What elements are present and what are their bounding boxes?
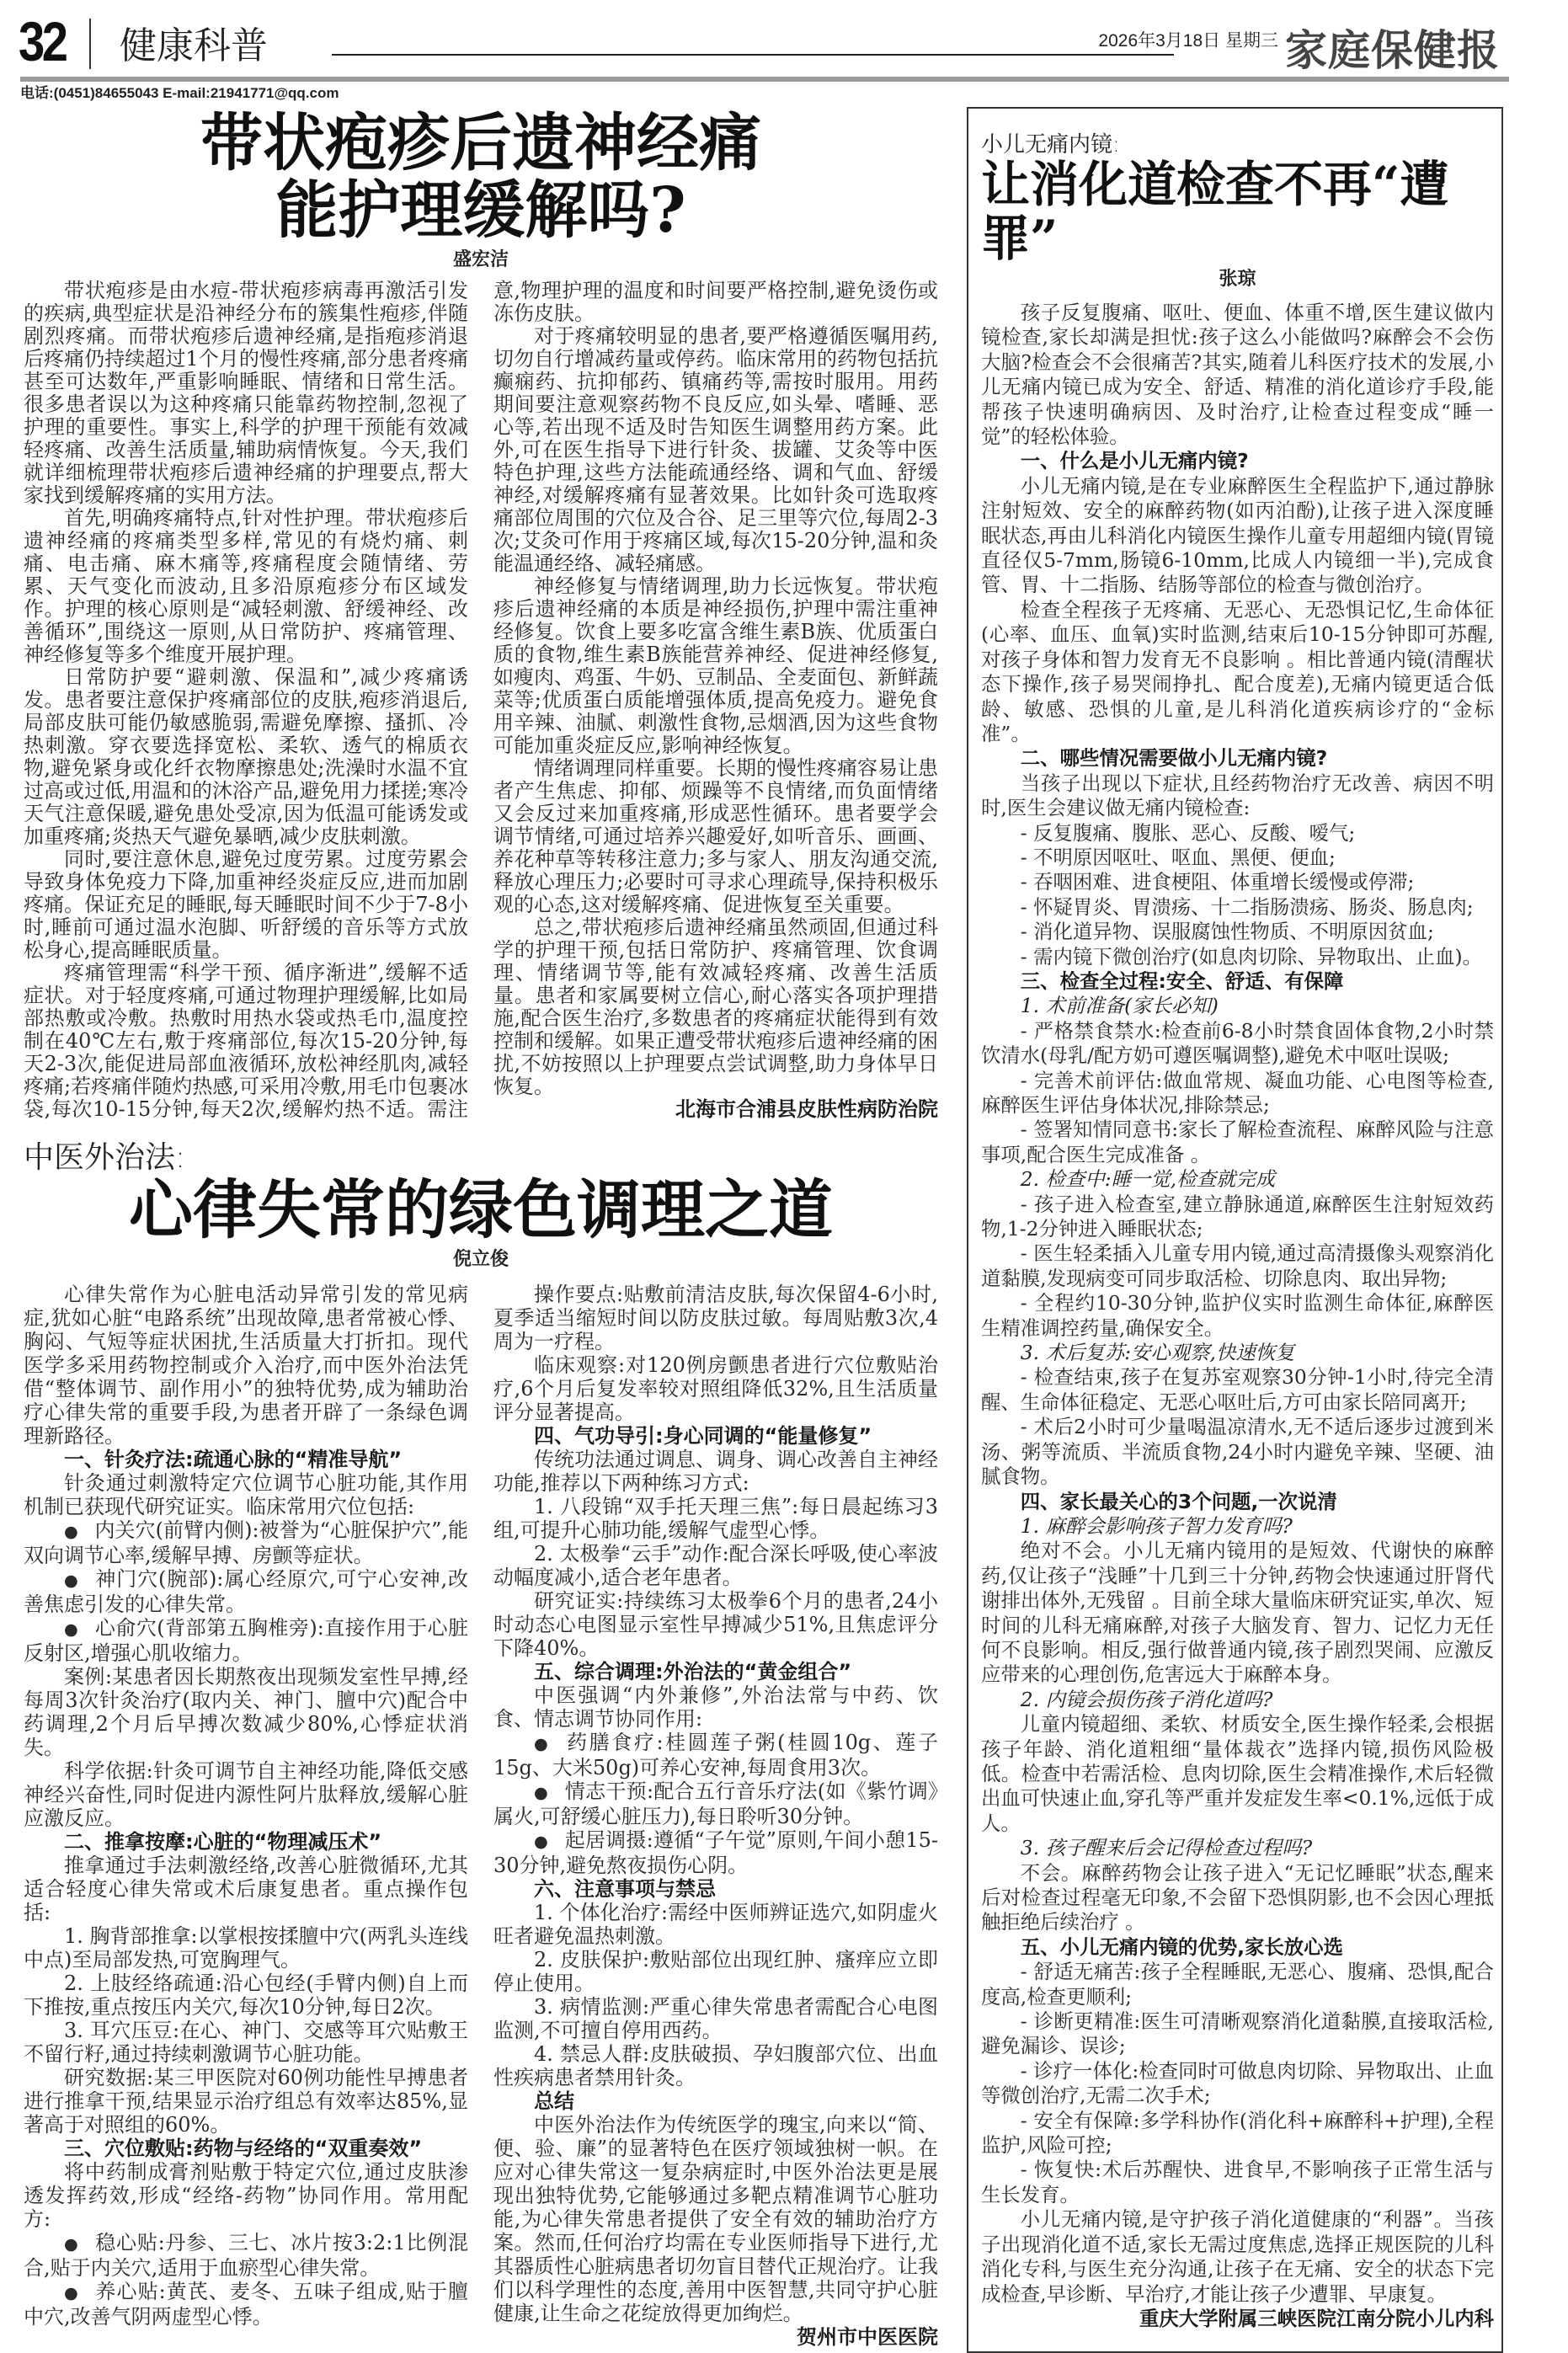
article-kicker: 中医外治法: <box>24 1140 186 1175</box>
bullet-item <box>493 1779 938 1828</box>
paragraph: - 恢复快:术后苏醒快、进食早,不影响孩子正常生活与生长发育。 <box>981 2158 1494 2206</box>
paragraph: 2. 上肢经络疏通:沿心包经(手臂内侧)自上而下推按,重点按压内关穴,每次10分钟,每日2次。 <box>24 1972 468 2019</box>
paragraph: 小儿无痛内镜,是在专业麻醉医生全程监护下,通过静脉注射短效、安全的麻醉药物(如丙泊酚),让孩子进入深度睡眠状态,再由儿科消化内镜医生操作儿童专用超细内镜(胃镜直径仅5-7mm,肠镜6-10mm,比成人内镜细一半),完成食管、胃、十二指肠、结肠等部位的检查与微创治疗。 <box>981 473 1494 597</box>
paragraph: 4. 禁忌人群:皮肤破损、孕妇腹部穴位、出血性疾病患者禁用针灸。 <box>493 2042 938 2089</box>
article-title: 心律失常的绿色调理之道 <box>129 1172 833 1247</box>
bullet-text: 药膳食疗:桂圆莲子粥(桂圆10g、莲子15g、大米50g)可养心安神,每周食用3次。 <box>493 1731 938 1779</box>
article-source: 贺州市中医医院 <box>797 2325 938 2349</box>
section-heading: 二、推拿按摩:心脏的“物理减压术” <box>64 1830 382 1854</box>
paragraph: 研究证实:持续练习太极拳6个月的患者,24小时动态心电图显示室性早搏减少51%,且焦虑评分下降40%。 <box>493 1589 938 1660</box>
section-heading: 一、什么是小儿无痛内镜? <box>1020 449 1249 473</box>
bullet-text: 内关穴(前臂内侧):被誉为“心脏保护穴”,能双向调节心率,缓解早搏、房颤等症状。 <box>24 1518 468 1567</box>
paragraph: 检查全程孩子无疼痛、无恶心、无恐惧记忆,生命体征(心率、血压、血氧)实时监测,结束后10-15分钟即可苏醒,对孩子身体和智力发育无不良影响 。相比普通内镜(清醒状态下操作,孩子易哭闹挣扎、配合度差),无痛内镜更适合低龄、敏感、恐惧的儿童,是儿科消化道疾病诊疗的“金标准”。 <box>981 597 1494 745</box>
paragraph: 3. 病情监测:严重心律失常患者需配合心电图监测,不可擅自停用西药。 <box>493 1995 938 2042</box>
sub-heading: 2. 检查中:睡一觉,检查就完成 <box>1020 1167 1276 1192</box>
section-heading: 四、气功导引:身心同调的“能量修复” <box>534 1424 872 1448</box>
paragraph: 将中药制成膏剂贴敷于特定穴位,通过皮肤渗透发挥药效,形成“经络-药物”协同作用。常用配方: <box>24 2160 468 2231</box>
bullet-icon: ● <box>64 1619 78 1639</box>
paragraph: 不会。麻醉药物会让孩子进入“无记忆睡眠”状态,醒来后对检查过程毫无印象,不会留下恐惧阴影,也不会因心理抵触拒绝后续治疗 。 <box>981 1860 1494 1934</box>
sub-heading: 1. 术前准备(家长必知) <box>1020 994 1219 1018</box>
paragraph: 1. 胸背部推拿:以掌根按揉膻中穴(两乳头连线中点)至局部发热,可宽胸理气。 <box>24 1924 468 1972</box>
bullet-item <box>493 1828 938 1877</box>
paragraph: - 吞咽困难、进食梗阻、体重增长缓慢或停滞; <box>1020 870 1415 894</box>
article-title-line: 能护理缓解吗? <box>275 174 686 247</box>
paragraph: 儿童内镜超细、柔软、材质安全,医生操作轻柔,会根据孩子年龄、消化道粗细“量体裁衣”选择内镜,损伤风险极低。检查中若需活检、息肉切除,医生会精准操作,术后轻微出血可快速止血,穿孔等严重并发症发生率<0.1%,远低于成人。 <box>981 1712 1494 1835</box>
section-heading: 三、检查全过程:安全、舒适、有保障 <box>1020 968 1344 993</box>
article-body <box>981 301 1494 2331</box>
bullet-icon: ● <box>534 1783 548 1802</box>
header-rule <box>332 54 1174 56</box>
paragraph: 日常防护要“避刺激、保温和”,减少疼痛诱发。患者要注意保护疼痛部位的皮肤,疱疹消退后,局部皮肤可能仍敏感脆弱,需避免摩擦、搔抓、冷热刺激。穿衣要选择宽松、柔软、透气的棉质衣物,避免紧身或化纤衣物摩擦患处;洗澡时水温不宜过高或过低,用温和的沐浴产品,避免用力揉搓;寒冷天气注意保暖,避免患处受凉,因为低温可能诱发或加重疼痛;炎热天气避免暴晒,减少皮肤刺激。 <box>24 665 468 848</box>
section-heading: 二、哪些情况需要做小儿无痛内镜? <box>1020 746 1328 771</box>
paragraph: 1. 个体化治疗:需经中医师辨证选穴,如阴虚火旺者避免温热刺激。 <box>493 1901 938 1948</box>
bullet-text: 心俞穴(背部第五胸椎旁):直接作用于心脏反射区,增强心肌收缩力。 <box>24 1616 468 1665</box>
paragraph: 2. 皮肤保护:敷贴部位出现红肿、瘙痒应立即停止使用。 <box>493 1948 938 1995</box>
paragraph: 同时,要注意休息,避免过度劳累。过度劳累会导致身体免疫力下降,加重神经炎症反应,进而加剧疼痛。保证充足的睡眠,每天睡眠时间不少于7-8小时,睡前可通过温水泡脚、听舒缓的音乐等方式放松身心,提高睡眠质量。 <box>24 847 468 962</box>
bullet-item <box>24 2280 468 2329</box>
paragraph: - 安全有保障:多学科协作(消化科+麻醉科+护理),全程监护,风险可控; <box>981 2108 1494 2158</box>
paragraph: - 签署知情同意书:家长了解检查流程、麻醉风险与注意事项,配合医生完成准备 。 <box>981 1118 1494 1166</box>
sub-heading: 3. 孩子醒来后会记得检查过程吗? <box>1020 1836 1313 1860</box>
article-title-line: 带状疱疹后遗神经痛 <box>200 107 761 179</box>
section-heading: 六、注意事项与禁忌 <box>534 1877 716 1901</box>
section-heading: 一、针灸疗法:疏通心脉的“精准导航” <box>64 1448 403 1471</box>
bullet-text: 稳心贴:丹参、三七、冰片按3:2:1比例混合,贴于内关穴,适用于血瘀型心律失常。 <box>24 2231 468 2280</box>
paragraph: 带状疱疹是由水痘-带状疱疹病毒再激活引发的疾病,典型症状是沿神经分布的簇集性疱疹,伴随剧烈疼痛。而带状疱疹后遗神经痛,是指疱疹消退后疼痛仍持续超过1个月的慢性疼痛,部分患者疼痛甚至可达数年,严重影响睡眠、情绪和日常生活。很多患者误以为这种疼痛只能靠药物控制,忽视了护理的重要性。事实上,科学的护理干预能有效减轻疼痛、改善生活质量,辅助病情恢复。今天,我们就详细梳理带状疱疹后遗神经痛的护理要点,帮大家找到缓解疼痛的实用方法。 <box>24 279 468 507</box>
paragraph: - 诊疗一体化:检查同时可做息肉切除、异物取出、止血等微创治疗,无需二次手术; <box>981 2058 1494 2108</box>
paragraph: - 严格禁食禁水:检查前6-8小时禁食固体食物,2小时禁饮清水(母乳/配方奶可遵医嘱调整),避免术中呕吐误吸; <box>981 1018 1494 1068</box>
paragraph: - 消化道异物、误服腐蚀性物质、不明原因贫血; <box>1020 920 1434 944</box>
paragraph: 心律失常作为心脏电活动异常引发的常见病症,犹如心脏“电路系统”出现故障,患者常被心悸、胸闷、气短等症状困扰,生活质量大打折扣。现代医学多采用药物控制或介入治疗,而中医外治法凭借“整体调节、副作用小”的独特优势,成为辅助治疗心律失常的重要手段,为患者开辟了一条绿色调理新路径。 <box>24 1283 468 1448</box>
sub-heading: 1. 麻醉会影响孩子智力发育吗? <box>1020 1513 1293 1538</box>
article-body <box>24 1283 938 2349</box>
paragraph: - 全程约10-30分钟,监护仪实时监测生命体征,麻醉医生精准调控药量,确保安全。 <box>981 1291 1494 1340</box>
paragraph: - 术后2小时可少量喝温凉清水,无不适后逐步过渡到米汤、粥等流质、半流质食物,24小时内避免辛辣、坚硬、油腻食物。 <box>981 1415 1494 1489</box>
paragraph: - 检查结束,孩子在复苏室观察30分钟-1小时,待完全清醒、生命体征稳定、无恶心呕吐后,方可由家长陪同离开; <box>981 1365 1494 1414</box>
bullet-icon: ● <box>64 1571 78 1590</box>
section-name: 健康科普 <box>120 24 268 67</box>
bullet-icon: ● <box>64 1522 78 1541</box>
bullet-text: 起居调摄:遵循“子午觉”原则,午间小憩15-30分钟,避免熬夜损伤心阴。 <box>493 1828 938 1877</box>
bullet-icon: ● <box>64 2283 78 2302</box>
paragraph: 当孩子出现以下症状,且经药物治疗无改善、病因不明时,医生会建议做无痛内镜检查: <box>981 771 1494 820</box>
bullet-icon: ● <box>534 1832 548 1851</box>
paragraph: - 怀疑胃炎、胃溃疡、十二指肠溃疡、肠炎、肠息肉; <box>1020 894 1474 919</box>
article-author: 张琼 <box>1219 269 1256 290</box>
bullet-item <box>493 1731 938 1779</box>
paragraph: 情绪调理同样重要。长期的慢性疼痛容易让患者产生焦虑、抑郁、烦躁等不良情绪,而负面情绪又会反过来加重疼痛,形成恶性循环。患者要学会调节情绪,可通过培养兴趣爱好,如听音乐、画画、养花种草等转移注意力;多与家人、朋友沟通交流,释放心理压力;必要时可寻求心理疏导,保持积极乐观的心态,这对缓解疼痛、促进恢复至关重要。 <box>493 756 938 916</box>
paragraph: 针灸通过刺激特定穴位调节心脏功能,其作用机制已获现代研究证实。临床常用穴位包括: <box>24 1471 468 1518</box>
bullet-icon: ● <box>534 1734 548 1753</box>
section-heading: 三、穴位敷贴:药物与经络的“双重奏效” <box>64 2137 423 2160</box>
paragraph: 3. 耳穴压豆:在心、神门、交感等耳穴贴敷王不留行籽,通过持续刺激调节心脏功能。 <box>24 2019 468 2066</box>
contact-info: 电话:(0451)84655043 E-mail:21941771@qq.com <box>20 85 339 101</box>
paragraph: 绝对不会。小儿无痛内镜用的是短效、代谢快的麻醉药,仅让孩子“浅睡”十几到三十分钟,药物会快速通过肝肾代谢排出体外,无残留 。目前全球大量临床研究证实,单次、短时间的儿科无痛麻醉,对孩子大脑发育、智力、记忆力无任何不良影响。相反,强行做普通内镜,孩子剧烈哭闹、应激反应带来的心理创伤,危害远大于麻醉本身。 <box>981 1539 1494 1687</box>
header-bar <box>20 77 1509 82</box>
article-source: 北海市合浦县皮肤性病防治院 <box>675 1097 938 1121</box>
paragraph: - 孩子进入检查室,建立静脉通道,麻醉医生注射短效药物,1-2分钟进入睡眠状态; <box>981 1192 1494 1241</box>
section-heading: 五、小儿无痛内镜的优势,家长放心选 <box>1020 1934 1343 1959</box>
article-title: 让消化道检查不再“遭罪” <box>981 156 1449 267</box>
paragraph: - 医生轻柔插入儿童专用内镜,通过高清摄像头观察消化道黏膜,发现病变可同步取活检、切除息肉、取出异物; <box>981 1241 1494 1290</box>
article-author: 倪立俊 <box>452 1249 509 1270</box>
section-heading: 四、家长最关心的3个问题,一次说清 <box>1020 1489 1337 1513</box>
bullet-item <box>24 1518 468 1567</box>
paragraph: - 舒适无痛苦:孩子全程睡眠,无恶心、腹痛、恐惧,配合度高,检查更顺利; <box>981 1960 1494 2009</box>
paragraph: 小儿无痛内镜,是守护孩子消化道健康的“利器”。当孩子出现消化道不适,家长无需过度焦虑,选择正规医院的儿科消化专科,与医生充分沟通,让孩子在无痛、安全的状态下完成检查,早诊断、早治疗,才能让孩子少遭罪、早康复。 <box>981 2207 1494 2306</box>
article-source: 重庆大学附属三峡医院江南分院小儿内科 <box>1139 2306 1494 2330</box>
paragraph: 科学依据:针灸可调节自主神经功能,降低交感神经兴奋性,同时促进内源性阿片肽释放,缓解心脏应激反应。 <box>24 1759 468 1830</box>
paragraph: 传统功法通过调息、调身、调心改善自主神经功能,推荐以下两种练习方式: <box>493 1448 938 1495</box>
bullet-item <box>24 1616 468 1665</box>
sub-heading: 2. 内镜会损伤孩子消化道吗? <box>1020 1687 1273 1711</box>
paragraph: 总之,带状疱疹后遗神经痛虽然顽固,但通过科学的护理干预,包括日常防护、疼痛管理、饮食调理、情绪调节等,能有效减轻疼痛、改善生活质量。患者和家属要树立信心,耐心落实各项护理措施,配合医生治疗,多数患者的疼痛症状能得到有效控制和缓解。如果正遭受带状疱疹后遗神经痛的困扰,不妨按照以上护理要点尝试调整,助力身体早日恢复。 <box>493 915 938 1098</box>
newspaper-masthead: 家庭保健报 <box>1285 25 1500 75</box>
paragraph: 2. 太极拳“云手”动作:配合深长呼吸,使心率波动幅度减小,适合老年患者。 <box>493 1542 938 1589</box>
paragraph: - 需内镜下微创治疗(如息肉切除、异物取出、止血)。 <box>1020 944 1482 968</box>
page-number: 32 <box>19 10 66 72</box>
paragraph: 案例:某患者因长期熬夜出现频发室性早搏,经每周3次针灸治疗(取内关、神门、膻中穴)配合中药调理,2个月后早搏次数减少80%,心悸症状消失。 <box>24 1665 468 1759</box>
bullet-text: 神门穴(腕部):属心经原穴,可宁心安神,改善焦虑引发的心律失常。 <box>24 1567 468 1616</box>
paragraph: 1. 八段锦“双手托天理三焦”:每日晨起练习3组,可提升心肺功能,缓解气虚型心悸。 <box>493 1495 938 1542</box>
paragraph: 疼痛管理需“科学干预、循序渐进”,缓解不适症状。对于轻度疼痛,可通过物理护理缓解,比如局部热敷或冷敷。热敷时用热水袋或热毛巾,温度控制在40℃左右,敷于疼痛部位,每次15-20分钟,每天2-3次,能促进局部血液循环,放松神经肌肉,减轻疼痛;若疼痛伴随灼热感,可采用冷敷,用毛巾包裹冰袋,每次10-15分钟,每天2次,缓解灼热不适。需注意,物理护理的温度和时间要严格控制,避免烫伤或冻伤皮肤。 <box>24 279 938 1121</box>
article-kicker: 小儿无痛内镜: <box>981 132 1120 157</box>
paragraph: 操作要点:贴敷前清洁皮肤,每次保留4-6小时,夏季适当缩短时间以防皮肤过敏。每周贴敷3次,4周为一疗程。 <box>493 1283 938 1353</box>
section-heading: 总结 <box>534 2089 574 2113</box>
section-heading: 五、综合调理:外治法的“黄金组合” <box>534 1660 852 1683</box>
bullet-item <box>24 1567 468 1616</box>
paragraph: 研究数据:某三甲医院对60例功能性早搏患者进行推拿干预,结果显示治疗组总有效率达85%,显著高于对照组的60%。 <box>24 2066 468 2137</box>
paragraph: - 完善术前评估:做血常规、凝血功能、心电图等检查,麻醉医生评估身体状况,排除禁忌; <box>981 1068 1494 1117</box>
paragraph: 首先,明确疼痛特点,针对性护理。带状疱疹后遗神经痛的疼痛类型多样,常见的有烧灼痛、刺痛、电击痛、麻木痛等,疼痛程度会随情绪、劳累、天气变化而波动,且多沿原疱疹分布区域发作。护理的核心原则是“减轻刺激、舒缓神经、改善循环”,围绕这一原则,从日常防护、疼痛管理、神经修复等多个维度开展护理。 <box>24 506 468 666</box>
paragraph: 临床观察:对120例房颤患者进行穴位敷贴治疗,6个月后复发率较对照组降低32%,且生活质量评分显著提高。 <box>493 1353 938 1424</box>
paragraph: 神经修复与情绪调理,助力长远恢复。带状疱疹后遗神经痛的本质是神经损伤,护理中需注重神经修复。饮食上要多吃富含维生素B族、优质蛋白质的食物,维生素B族能营养神经、促进神经修复,如瘦肉、鸡蛋、牛奶、豆制品、全麦面包、新鲜蔬菜等;优质蛋白质能增强体质,提高免疫力。避免食用辛辣、油腻、刺激性食物,忌烟酒,因为这些食物可能加重炎症反应,影响神经恢复。 <box>493 574 938 757</box>
bullet-text: 情志干预:配合五行音乐疗法(如《紫竹调》属火,可舒缓心脏压力),每日聆听30分钟。 <box>493 1779 938 1828</box>
bullet-text: 养心贴:黄芪、麦冬、五味子组成,贴于膻中穴,改善气阴两虚型心悸。 <box>24 2280 468 2329</box>
article-body <box>24 280 938 1121</box>
header-divider <box>89 19 91 69</box>
article-box <box>967 107 1503 2353</box>
paragraph: 推拿通过手法刺激经络,改善心脏微循环,尤其适合轻度心律失常或术后康复患者。重点操作包括: <box>24 1854 468 1924</box>
article-author: 盛宏洁 <box>452 249 509 270</box>
paragraph: 中医强调“内外兼修”,外治法常与中药、饮食、情志调节协同作用: <box>493 1683 938 1731</box>
paragraph: 中医外治法作为传统医学的瑰宝,向来以“简、便、验、廉”的显著特色在医疗领域独树一帜。在应对心律失常这一复杂病症时,中医外治法更是展现出独特优势,它能够通过多靶点精准调节心脏功能,为心律失常患者提供了安全有效的辅助治疗方案。然而,任何治疗均需在专业医师指导下进行,尤其器质性心脏病患者切勿盲目替代正规治疗。让我们以科学理性的态度,善用中医智慧,共同守护心脏健康,让生命之花绽放得更加绚烂。 <box>493 2113 938 2325</box>
article-title <box>24 107 938 247</box>
paragraph: - 诊断更精准:医生可清晰观察消化道黏膜,直接取活检,避免漏诊、误诊; <box>981 2009 1494 2058</box>
bullet-icon: ● <box>64 2234 78 2254</box>
paragraph: 对于疼痛较明显的患者,要严格遵循医嘱用药,切勿自行增减药量或停药。临床常用的药物包括抗癫痫药、抗抑郁药、镇痛药等,需按时服用。用药期间要注意观察药物不良反应,如头晕、嗜睡、恶心等,若出现不适及时告知医生调整用药方案。此外,可在医生指导下进行针灸、拔罐、艾灸等中医特色护理,这些方法能疏通经络、调和气血、舒缓神经,对缓解疼痛有显著效果。比如针灸可选取疼痛部位周围的穴位及合谷、足三里等穴位,每周2-3次;艾灸可作用于疼痛区域,每次15-20分钟,温和灸能温通经络、减轻痛感。 <box>493 324 938 575</box>
paragraph: - 反复腹痛、腹胀、恶心、反酸、嗳气; <box>1020 820 1356 845</box>
issue-date: 2026年3月18日 星期三 <box>1098 31 1278 51</box>
paragraph: - 不明原因呕吐、呕血、黑便、便血; <box>1020 845 1336 869</box>
bullet-item <box>24 2231 468 2280</box>
left-articles <box>24 109 938 2349</box>
paragraph: 孩子反复腹痛、呕吐、便血、体重不增,医生建议做内镜检查,家长却满是担忧:孩子这么小能做吗?麻醉会不会伤大脑?检查会不会很痛苦?其实,随着儿科医疗技术的发展,小儿无痛内镜已成为安全、舒适、精准的消化道诊疗手段,能帮孩子快速明确病因、及时治疗,让检查过程变成“睡一觉”的轻松体验。 <box>981 301 1494 449</box>
sub-heading: 3. 术后复苏:安心观察,快速恢复 <box>1020 1341 1295 1365</box>
